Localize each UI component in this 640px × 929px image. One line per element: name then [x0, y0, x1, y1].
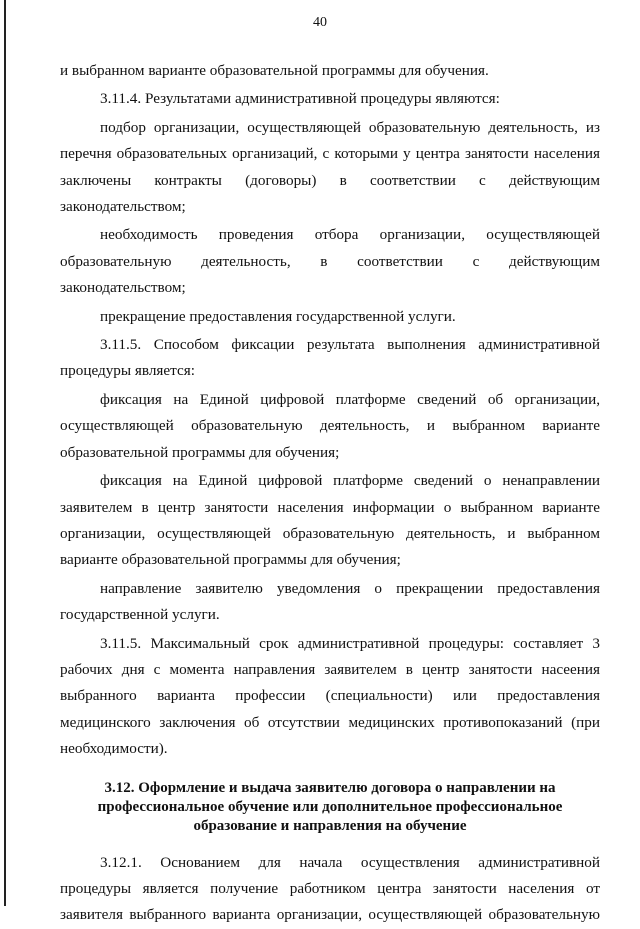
- paragraph-3-11-5-method: 3.11.5. Способом фиксации результата выполнения административной процедуры является:: [60, 336, 600, 380]
- heading-line-1: 3.12. Оформление и выдача заявителю договора о направлении на: [104, 779, 556, 796]
- paragraph-3-11-5-max-term: 3.11.5. Максимальный срок административной процедуры: составляет 3 рабочих дня с момента направления заявителем в центр занятости насеения выбранного варианта профессии (специальности) или предоставления медицинского заключения об отсутствии медицинских противопоказаний (при необходимости).: [60, 634, 600, 758]
- paragraph-3-12-1: 3.12.1. Основанием для начала осуществления административной процедуры является получение работником центра занятости населения от заявителя выбранного варианта организации, осуществляющей образовательную: [60, 853, 600, 924]
- paragraph-continuation: и выбранном варианте образовательной программы для обучения.: [60, 62, 489, 79]
- paragraph-notification: направление заявителю уведомления о прекращении предоставления государственной услуги.: [60, 579, 600, 624]
- paragraph-3-11-4: 3.11.4. Результатами административной процедуры являются:: [100, 90, 500, 108]
- document-body: [60, 58, 600, 929]
- section-heading-3-12: [60, 779, 600, 836]
- page-number: 40: [313, 15, 327, 30]
- paragraph-selection-org: подбор организации, осуществляющей образовательную деятельность, из перечня образовательных организаций, с которыми у центра занятости населения заключены контракты (договоры) в соответствии с действующим законодательством;: [60, 118, 600, 216]
- heading-line-2: профессиональное обучение или дополнительное профессиональное: [97, 798, 563, 815]
- paragraph-termination: прекращение предоставления государственной услуги.: [100, 307, 456, 325]
- paragraph-fixation-nondirection: фиксация на Единой цифровой платформе сведений о ненаправлении заявителем в центр занятости населения информации о выбранном варианте организации, осуществляющей образовательную деятельность, и выбранном варианте образовательной программы для обучения;: [60, 472, 600, 569]
- scan-margin-line: [4, 0, 6, 906]
- paragraph-fixation-org: фиксация на Единой цифровой платформе сведений об организации, осуществляющей образовательную деятельность, и выбранном варианте образовательной программы для обучения;: [60, 390, 600, 461]
- paragraph-necessity-selection: необходимость проведения отбора организации, осуществляющей образовательную деятельность, в соответствии с действующим законодательством;: [60, 226, 600, 297]
- heading-line-3: образование и направления на обучение: [193, 817, 467, 834]
